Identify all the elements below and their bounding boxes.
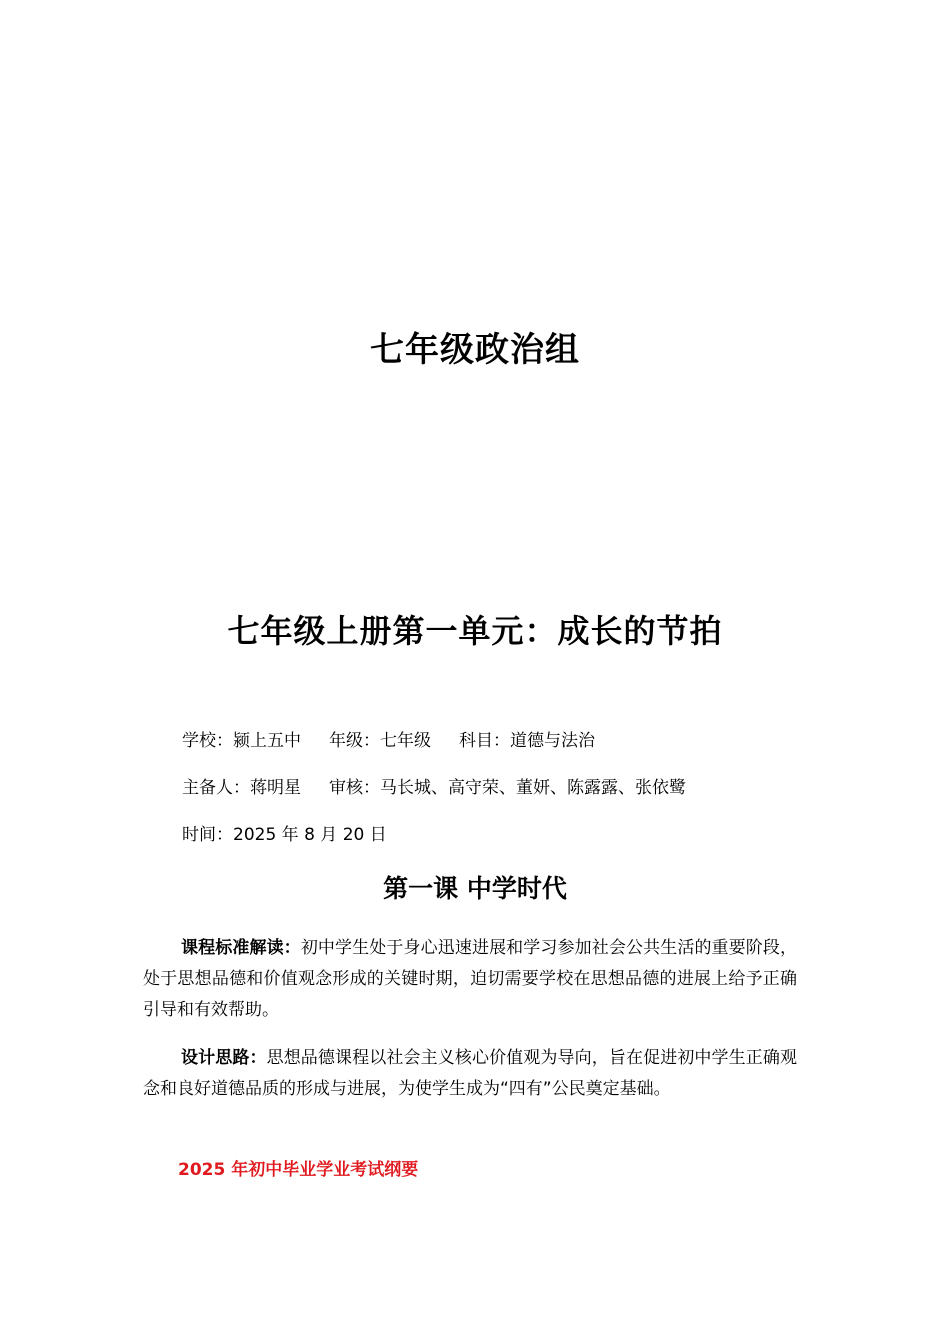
reviewers-field: 审核：马长城、高守荣、董妍、陈露露、张依鹭 xyxy=(329,778,686,798)
curriculum-standard-text: 初中学生处于身心迅速进展和学习参加社会公共生活的重要阶段，处于思想品德和价值观念形成的关键时期，迫切需要学校在思想品德的进展上给予正确引导和有效帮助。 xyxy=(143,938,798,1020)
curriculum-standard-label: 课程标准解读： xyxy=(181,938,301,958)
unit-title: 七年级上册第一单元：成长的节拍 xyxy=(227,612,723,650)
date-field: 时间：2025 年 8 月 20 日 xyxy=(182,825,387,845)
exam-outline-heading: 2025 年初中毕业学业考试纲要 xyxy=(178,1160,419,1180)
grade-field: 年级：七年级 xyxy=(329,731,431,751)
group-title: 七年级政治组 xyxy=(370,330,580,370)
info-line-school xyxy=(182,728,595,754)
school-field: 学校：颍上五中 xyxy=(182,731,301,751)
info-line-authors xyxy=(182,775,686,801)
lesson-title: 第一课 中学时代 xyxy=(383,874,567,903)
design-idea-text: 思想品德课程以社会主义核心价值观为导向，旨在促进初中学生正确观念和良好道德品质的形成与进展，为使学生成为“四有”公民奠定基础。 xyxy=(143,1048,798,1099)
info-line-date xyxy=(182,822,387,848)
subject-field: 科目：道德与法治 xyxy=(459,731,595,751)
preparer-field: 主备人：蒋明星 xyxy=(182,778,301,798)
design-idea-paragraph xyxy=(143,1043,797,1105)
design-idea-label: 设计思路： xyxy=(181,1048,267,1068)
curriculum-standard-paragraph xyxy=(143,933,797,1026)
